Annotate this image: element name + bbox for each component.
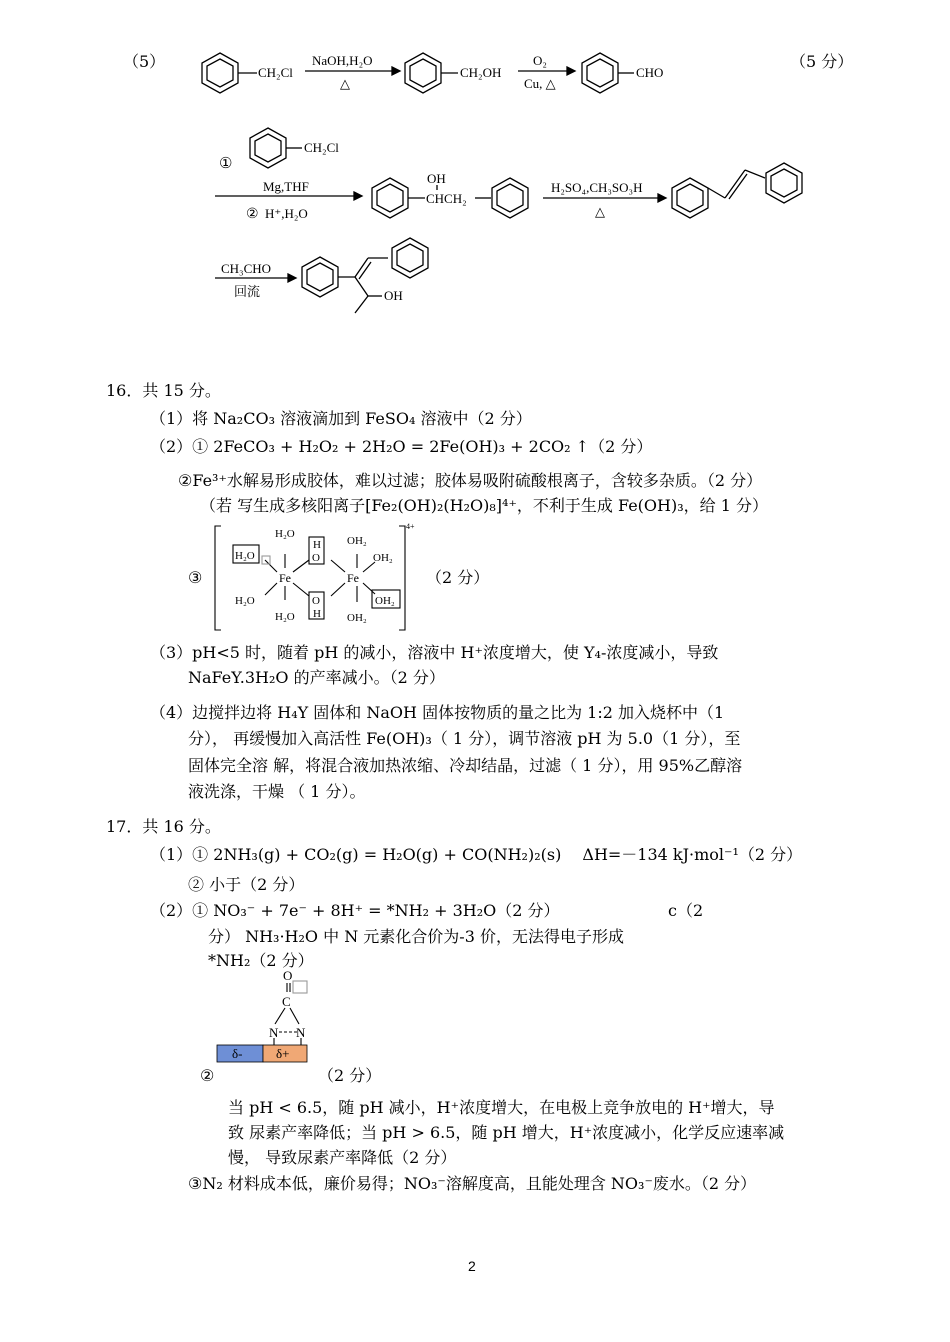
- svg-text:O: O: [312, 595, 320, 607]
- benzene-ring-10: [392, 238, 428, 278]
- benzene-ring-2: [405, 53, 441, 93]
- formula: OH: [427, 171, 446, 186]
- answer-line: （3）pH<5 时，随着 pH 的减小，溶液中 H⁺浓度增大，使 Y₄-浓度减小，导致: [150, 643, 719, 662]
- answer-line: （1）① 2NH₃(g) + CO₂(g) = H₂O(g) + CO(NH₂)₂(s) ΔH=－134 kJ·mol⁻¹（2 分）: [150, 845, 803, 864]
- question-header: 17．共 16 分。: [106, 817, 221, 836]
- svg-text:δ+: δ+: [276, 1046, 290, 1061]
- answer-line: （2）① NO₃⁻ + 7e⁻ + 8H⁺ = *NH₂ + 3H₂O（2 分）: [150, 901, 560, 920]
- svg-text:δ-: δ-: [232, 1046, 243, 1061]
- svg-text:H₂O: H₂O: [235, 595, 255, 607]
- urea-adsorption-diagram: [215, 965, 315, 1065]
- svg-text:H₂O: H₂O: [275, 528, 295, 540]
- step-number: ②: [246, 207, 259, 222]
- answer-line: NaFeY.3H₂O 的产率减小。（2 分）: [188, 668, 445, 687]
- svg-text:N: N: [296, 1025, 306, 1040]
- answer-line: （2）① 2FeCO₃ + H₂O₂ + 2H₂O = 2Fe(OH)₃ + 2CO₂ ↑（2 分）: [150, 437, 653, 456]
- svg-text:O: O: [283, 968, 293, 983]
- svg-text:H₂O: H₂O: [235, 550, 255, 562]
- svg-text:Fe: Fe: [279, 571, 291, 585]
- svg-text:OH₂: OH₂: [375, 595, 395, 607]
- condition: H₂SO₄,CH₃SO₃H: [551, 180, 643, 195]
- benzene-ring-7: [672, 178, 708, 218]
- answer-line: （若 写生成多核阳离子[Fe₂(OH)₂(H₂O)₈]⁴⁺，不利于生成 Fe(OH)₃，给 1 分）: [200, 496, 768, 515]
- svg-text:OH₂: OH₂: [347, 612, 367, 624]
- answer-line: 致 尿素产率降低；当 pH > 6.5，随 pH 增大，H⁺浓度减小，化学反应速率减: [228, 1123, 785, 1142]
- condition: H⁺,H₂O: [265, 206, 308, 221]
- svg-text:N: N: [269, 1025, 279, 1040]
- score-label: （2 分）: [426, 568, 490, 587]
- item-number: ②: [200, 1066, 215, 1085]
- answer-line: （1）将 Na₂CO₃ 溶液滴加到 FeSO₄ 溶液中（2 分）: [150, 409, 532, 428]
- answer-line: 固体完全溶 解，将混合液加热浓缩、冷却结晶，过滤（ 1 分），用 95%乙醇溶: [188, 756, 743, 775]
- benzene-ring-1: [202, 53, 238, 93]
- benzene-ring-5: [372, 178, 408, 218]
- formula: CH₂Cl: [304, 140, 339, 155]
- benzene-ring-9: [302, 257, 338, 297]
- condition: NaOH,H₂O: [312, 53, 373, 68]
- formula: CHCH₂: [426, 191, 467, 206]
- condition: △: [340, 76, 350, 91]
- svg-text:OH₂: OH₂: [373, 552, 393, 564]
- benzene-ring-3: [582, 53, 618, 93]
- condition: Cu, △: [524, 76, 556, 91]
- answer-line: *NH₂（2 分）: [208, 951, 314, 970]
- answer-line: ③N₂ 材料成本低，廉价易得；NO₃⁻溶解度高，且能处理含 NO₃⁻废水。（2 分）: [188, 1174, 757, 1193]
- benzene-ring-8: [766, 163, 802, 203]
- benzene-ring-6: [492, 178, 528, 218]
- answer-line: ② 小于（2 分）: [188, 875, 305, 894]
- answer-line: 液洗涤，干燥 （ 1 分）。: [188, 782, 366, 801]
- formula: CHO: [636, 65, 664, 80]
- benzene-ring-4: [250, 128, 286, 168]
- svg-text:H: H: [313, 539, 321, 551]
- question-header: 16．共 15 分。: [106, 381, 221, 400]
- answer-line: 慢， 导致尿素产率降低（2 分）: [228, 1148, 457, 1167]
- svg-text:C: C: [282, 994, 291, 1009]
- answer-line: 分）， 再缓慢加入高活性 Fe(OH)₃（ 1 分），调节溶液 pH 为 5.0（1 分），至: [188, 729, 741, 748]
- answer-line: 当 pH < 6.5，随 pH 减小，H⁺浓度增大，在电极上竞争放电的 H⁺增大，导: [228, 1098, 775, 1117]
- svg-text:H: H: [313, 608, 321, 620]
- condition: O₂: [533, 53, 547, 68]
- answer-line: c（2: [668, 901, 704, 920]
- condition: Mg,THF: [263, 179, 309, 194]
- answer-line: （4）边搅拌边将 H₄Y 固体和 NaOH 固体按物质的量之比为 1:2 加入烧杯中（1: [150, 703, 725, 722]
- page-number: 2: [468, 1258, 476, 1274]
- svg-text:OH₂: OH₂: [347, 535, 367, 547]
- formula: OH: [384, 288, 403, 303]
- svg-text:Fe: Fe: [347, 571, 359, 585]
- item-number: ③: [188, 568, 203, 587]
- step-number: ①: [219, 156, 233, 172]
- svg-text:O: O: [312, 552, 320, 564]
- condition: △: [595, 204, 605, 219]
- part-label: （5）: [123, 52, 166, 71]
- score-label: （2 分）: [318, 1066, 382, 1085]
- svg-text:H₂O: H₂O: [275, 611, 295, 623]
- answer-line: 分） NH₃·H₂O 中 N 元素化合价为-3 价，无法得电子形成: [208, 927, 624, 946]
- condition: CH₃CHO: [221, 261, 272, 276]
- formula: CH₂OH: [460, 65, 502, 80]
- reaction-scheme: [0, 0, 950, 340]
- condition: 回流: [234, 284, 261, 299]
- svg-text:4+: 4+: [406, 522, 415, 531]
- answer-line: ②Fe³⁺水解易形成胶体，难以过滤；胶体易吸附硫酸根离子，含较多杂质。（2 分）: [178, 471, 763, 490]
- score-label: （5 分）: [790, 52, 854, 71]
- iron-complex-diagram: [205, 520, 425, 635]
- formula: CH₂Cl: [258, 65, 293, 80]
